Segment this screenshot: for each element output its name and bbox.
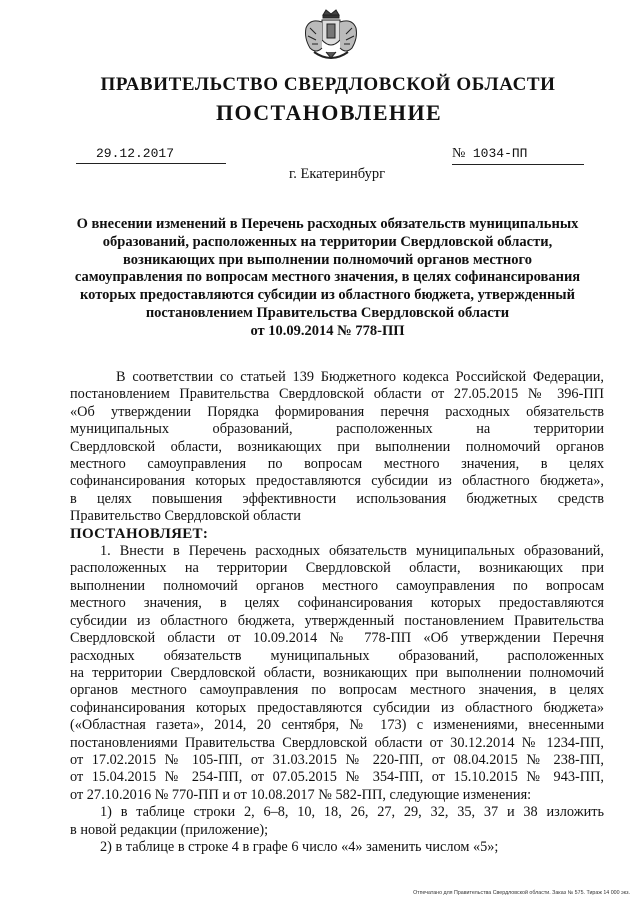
item-line: от 15.04.2015 № 254-ПП, от 07.05.2015 № 354-ПП, от 15.10.2015 № 943-ПП, bbox=[70, 769, 604, 786]
document-body bbox=[70, 369, 604, 856]
coat-of-arms-icon bbox=[300, 8, 362, 68]
item-line: постановлениями Правительства Свердловской области от 30.12.2014 № 1234-ПП, bbox=[70, 734, 604, 751]
decree-word: ПОСТАНОВЛЯЕТ: bbox=[70, 525, 209, 542]
item-line: софинансирования которых предоставляются субсидии из областного бюджета» bbox=[70, 699, 604, 716]
subitem-line: 1) в таблице строки 2, 6–8, 10, 18, 26, 27, 29, 32, 35, 37 и 38 изложить bbox=[100, 804, 604, 821]
number-value: 1034-ПП bbox=[472, 146, 528, 161]
government-title: ПРАВИТЕЛЬСТВО СВЕРДЛОВСКОЙ ОБЛАСТИ bbox=[100, 74, 556, 95]
preamble-line: муниципальных образований, расположенных на территории bbox=[70, 421, 604, 438]
preamble-line: местного самоуправления по вопросам местного значения, в целях bbox=[70, 456, 604, 473]
item-line: субсидии из областного бюджета, утвержденный постановлением Правительства bbox=[70, 612, 604, 629]
item-line: местного значения, в целях софинансирования которых предоставляются bbox=[70, 595, 604, 612]
item-line: выполнении полномочий органов местного самоуправления по вопросам bbox=[70, 577, 604, 594]
item-line: органов местного самоуправления по вопросам местного значения, в целях bbox=[70, 682, 604, 699]
item-line: («Областная газета», 2014, 20 сентября, № 173) с изменениями, внесенными bbox=[70, 717, 604, 734]
subject-line: постановлением Правительства Свердловской области bbox=[145, 304, 510, 321]
document-date: 29.12.2017 bbox=[76, 146, 226, 164]
document-type: ПОСТАНОВЛЕНИЕ bbox=[215, 100, 443, 125]
document-number bbox=[452, 146, 584, 165]
print-footer-note: Отпечатано для Правительства Свердловской области. Заказ № 575. Тираж 14 000 экз. bbox=[413, 890, 630, 896]
preamble-line: В соответствии со статьей 139 Бюджетного кодекса Российской Федерации, bbox=[116, 369, 604, 385]
preamble-line: Правительство Свердловской области bbox=[70, 508, 301, 525]
item-line: на территории Свердловской области, возникающих при выполнении полномочий bbox=[70, 664, 604, 681]
item-line: 1. Внести в Перечень расходных обязательств муниципальных образований, bbox=[100, 543, 604, 560]
document-subject bbox=[70, 216, 585, 341]
subitem-line: в новой редакции (приложение); bbox=[70, 821, 269, 838]
preamble-line: Свердловской области, возникающих при выполнении полномочий органов bbox=[70, 438, 604, 455]
item-line: от 27.10.2016 № 770-ПП и от 10.08.2017 № 582-ПП, следующие изменения: bbox=[70, 786, 532, 803]
item-line: Свердловской области от 10.09.2014 № 778-ПП «Об утверждении Перечня bbox=[70, 630, 604, 647]
item-line: от 17.02.2015 № 105-ПП, от 31.03.2015 № 220-ПП, от 08.04.2015 № 238-ПП, bbox=[70, 751, 604, 768]
item-line: расходных обязательств муниципальных образований, расположенных bbox=[70, 647, 604, 664]
preamble-line: «Об утверждении Порядка формирования перечня расходных обязательств bbox=[70, 403, 604, 420]
city: г. Екатеринбург bbox=[288, 166, 386, 182]
subject-line: возникающих при выполнении полномочий органов местного bbox=[123, 251, 532, 268]
subject-line: самоуправления по вопросам местного значения, в целях софинансирования bbox=[74, 269, 581, 286]
subject-line: от 10.09.2014 № 778-ПП bbox=[250, 322, 405, 339]
subject-line: образований, расположенных на территории Свердловской области, bbox=[102, 233, 553, 250]
preamble-line: постановлением Правительства Свердловской области от 27.05.2015 № 396-ПП bbox=[70, 386, 604, 403]
preamble-line: в целях повышения эффективности использования бюджетных средств bbox=[70, 490, 604, 507]
subject-line: О внесении изменений в Перечень расходных обязательств муниципальных bbox=[76, 216, 579, 232]
preamble-line: софинансирования которых предоставляются субсидии из областного бюджета», bbox=[70, 473, 604, 490]
item-line: расположенных на территории Свердловской области, возникающих при bbox=[70, 560, 604, 577]
number-prefix: № bbox=[452, 146, 466, 161]
subject-line: которых предоставляются субсидии из областного бюджета, утвержденный bbox=[80, 287, 575, 304]
subitem-line: 2) в таблице в строке 4 в графе 6 число «4» заменить числом «5»; bbox=[100, 838, 499, 855]
